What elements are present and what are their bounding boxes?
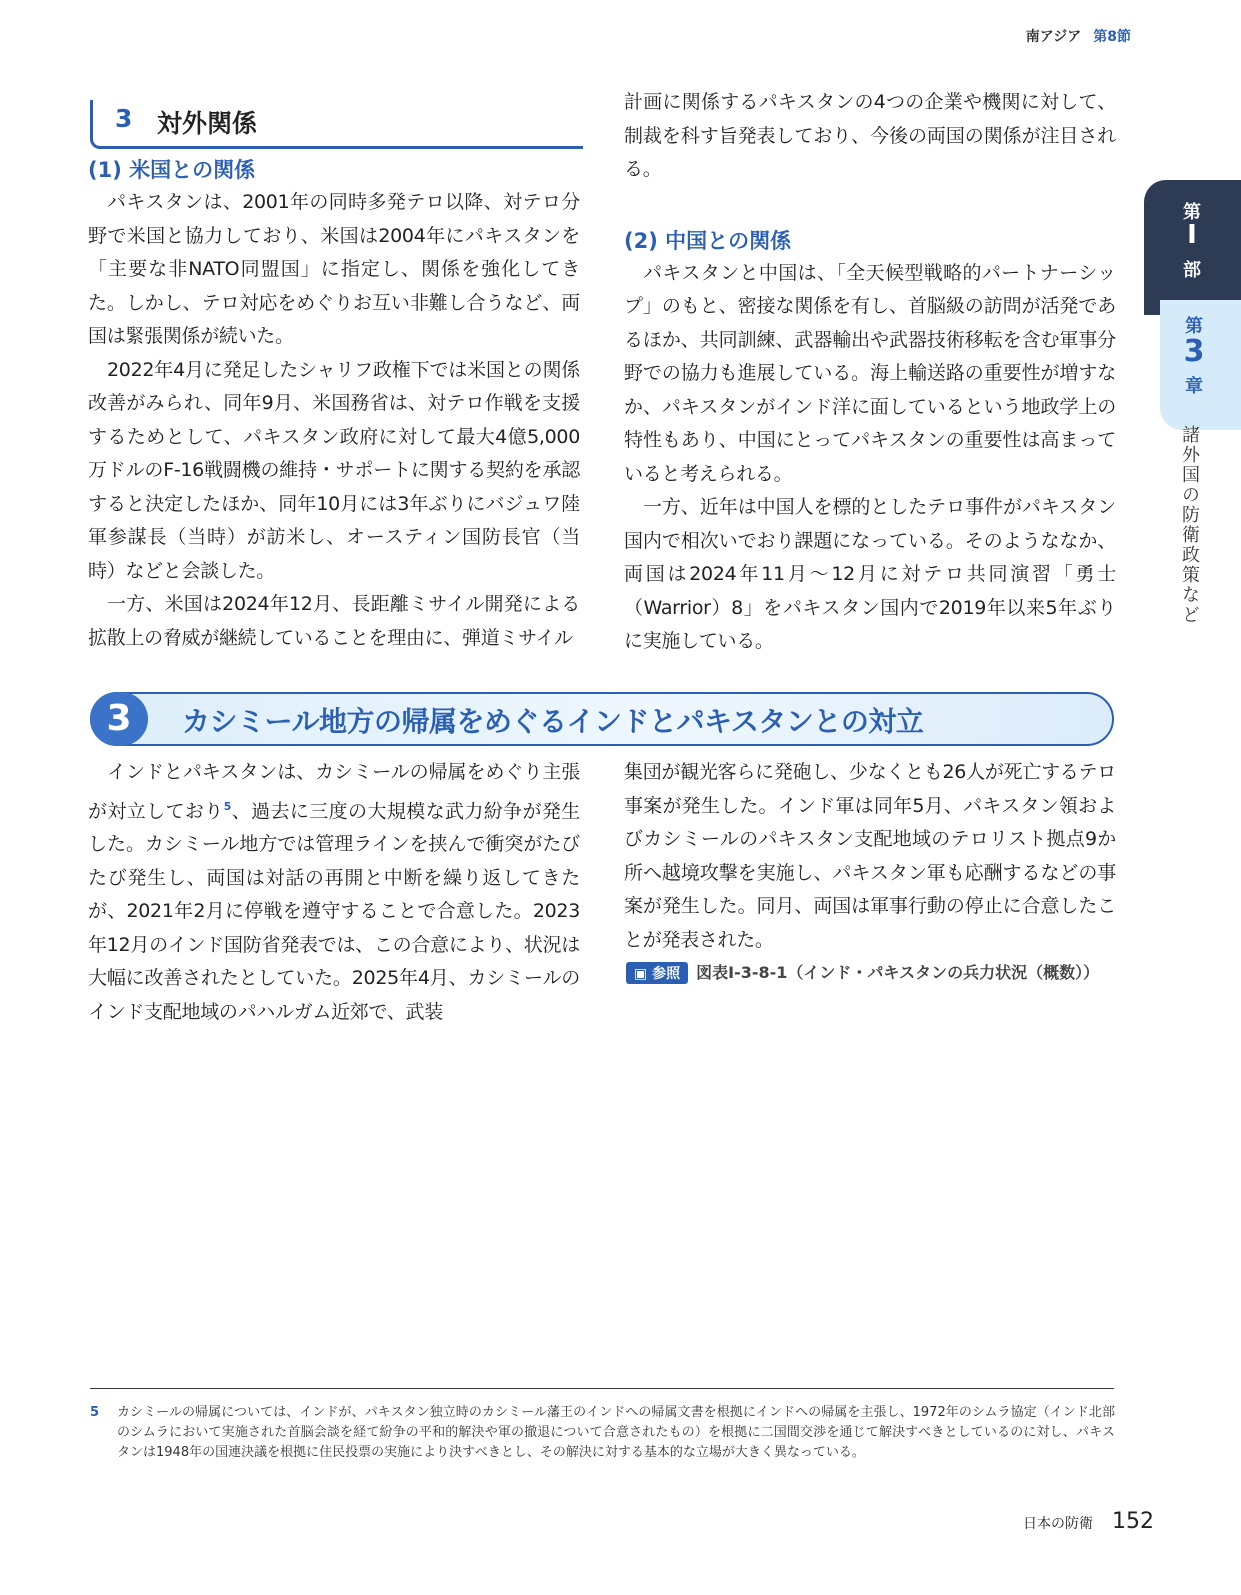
paragraph: パキスタンは、2001年の同時多発テロ以降、対テロ分野で米国と協力しており、米国は2004年にパキスタンを「主要な非NATO同盟国」に指定し、関係を強化してきた。しかし、テロ対応をめぐりお互い非難し合うなど、両国は緊張関係が続いた。 [88,191,580,347]
running-header [1026,26,1131,46]
part-tab [1144,180,1241,315]
chapter-tab-top: 第 [1185,316,1203,337]
chapter-tab-bottom: 章 [1185,376,1203,397]
reference-tag [626,962,688,984]
reference-text: 図表Ⅰ-3-8-1（インド・パキスタンの兵力状況（概数）） [696,963,1100,982]
footnote-number: 5 [90,1405,100,1420]
figure-reference[interactable] [626,960,1099,984]
part-tab-bottom: 部 [1183,260,1201,281]
kashmir-text-1: インドとパキスタンは、カシミールの帰属をめぐり主張が対立しており [88,761,580,822]
page-number: 152 [1112,1509,1154,1534]
kashmir-text-2: 、過去に三度の大規模な武力紛争が発生した。カシミール地方では管理ラインを挟んで衝突がたびたび発生し、両国は対話の再開と中断を繰り返してきたが、2021年2月に停戦を遵守することで合意した。2023年12月のインド国防省発表では、この合意により、状況は大幅に改善されたとしていた。2025年4月、カシミールのインド支配地域のパハルガム近郊で、武装 [88,799,580,1023]
subsection-us: (1) 米国との関係 [88,158,256,182]
chapter-tab-number: 3 [1183,334,1205,369]
book-icon: ▣ [634,966,653,982]
paragraph: 一方、近年は中国人を標的としたテロ事件がパキスタン国内で相次いでおり課題になっている。そのようななか、両国は2024年11月～12月に対テロ共同演習「勇士（Warrior）8」をパキスタン国内で2019年以来5年ぶりに実施している。 [624,496,1116,652]
left-column-top [88,154,580,655]
header-section: 第8節 [1093,29,1131,45]
kashmir-left-column [88,756,580,1029]
right-column-top [624,86,1116,659]
footnote-divider [90,1388,1114,1389]
paragraph: 一方、米国は2024年12月、長距離ミサイル開発による拡散上の脅威が継続していることを理由に、弾道ミサイル [88,593,580,649]
paragraph: 計画に関係するパキスタンの4つの企業や機関に対して、制裁を科す旨発表しており、今後の両国の関係が注目される。 [624,91,1116,180]
kashmir-right-column [624,756,1116,957]
paragraph: パキスタンと中国は、「全天候型戦略的パートナーシップ」のもと、密接な関係を有し、首脳級の訪問が活発であるほか、共同訓練、武器輸出や武器技術移転を含む軍事分野での協力も進展している。海上輸送路の重要性が増すなか、パキスタンがインド洋に面しているという地政学上の特性もあり、中国にとってパキスタンの重要性は高まっていると考えられる。 [624,261,1116,485]
section-number: 3 [115,104,133,133]
section-title: 対外関係 [157,109,258,138]
paragraph: 集団が観光客らに発砲し、少なくとも26人が死亡するテロ事案が発生した。インド軍は同年5月、パキスタン領およびカシミールのパキスタン支配地域のテロリスト拠点9か所へ越境攻撃を実施し、パキスタン軍も応酬するなどの事案が発生した。同月、両国は軍事行動の停止に合意したことが発表された。 [624,761,1116,951]
section-heading [90,100,583,149]
chapter-tab [1160,300,1241,430]
reference-tag-label: 参照 [652,966,681,982]
footer-publication: 日本の防衛 [1023,1516,1093,1532]
paragraph [88,756,580,1029]
paragraph: 2022年4月に発足したシャリフ政権下では米国との関係改善がみられ、同年9月、米国務省は、対テロ作戦を支援するためとして、パキスタン政府に対して最大4億5,000万ドルのF-16戦闘機の維持・サポートに関する契約を承認すると決定したほか、同年10月には3年ぶりにバジュワ陸軍参謀長（当時）が訪米し、オースティン国防長官（当時）などと会談した。 [88,358,580,582]
banner-title: カシミール地方の帰属をめぐるインドとパキスタンとの対立 [182,705,924,738]
section-banner [90,692,1114,748]
subsection-china: (2) 中国との関係 [624,228,792,253]
footnote-ref[interactable]: 5 [223,799,232,813]
chapter-vertical-title: 諸外国の防衛政策など [1179,425,1200,625]
part-tab-number: I [1187,220,1197,250]
part-tab-top: 第 [1183,202,1201,223]
footnote-text: カシミールの帰属については、インドが、パキスタン独立時のカシミール藩王のインドへの帰属文書を根拠にインドへの帰属を主張し、1972年のシムラ協定（インド北部のシムラにおいて実施された首脳会談を経て紛争の平和的解決や軍の撤退について合意されたもの）を根拠に二国間交渉を通じて解決すべきとしているのに対し、パキスタンは1948年の国連決議を根拠に住民投票の実施により決すべきとし、その解決に対する基本的な立場が大きく異なっている。 [117,1405,1115,1460]
banner-number: 3 [90,692,148,746]
header-chapter: 南アジア [1025,29,1082,45]
